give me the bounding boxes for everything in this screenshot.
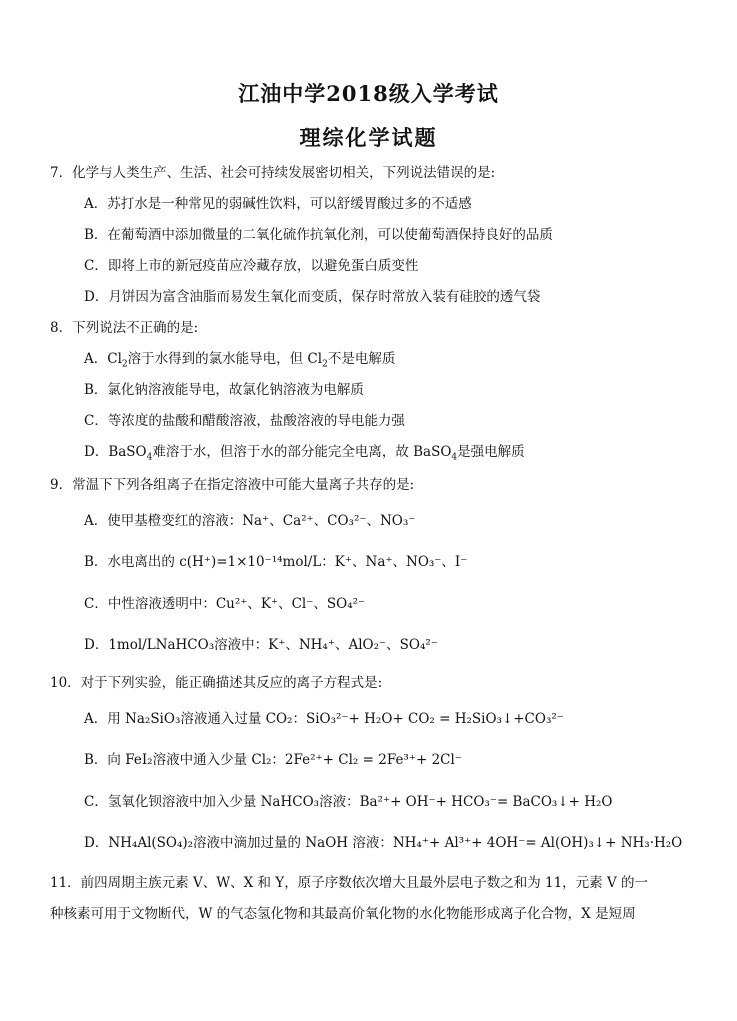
- question-10-option-b: B．向 FeI₂溶液中通入少量 Cl₂：2Fe²⁺+ Cl₂ = 2Fe³⁺+ 2Cl⁻: [84, 752, 462, 768]
- question-8-option-b: B．氯化钠溶液能导电，故氯化钠溶液为电解质: [84, 382, 364, 398]
- question-9-stem: 9．常温下下列各组离子在指定溶液中可能大量离子共存的是:: [50, 477, 415, 493]
- subscript: 4: [451, 452, 458, 463]
- text-run: 难溶于水，但溶于水的部分能完全电离，故 BaSO: [152, 444, 452, 460]
- question-8-stem: 8．下列说法不正确的是:: [50, 320, 199, 336]
- question-10-option-a: A．用 Na₂SiO₃溶液通入过量 CO₂：SiO₃²⁻+ H₂O+ CO₂ = H₂SiO₃↓+CO₃²⁻: [84, 711, 564, 727]
- question-8-option-a: [84, 350, 395, 368]
- question-9-option-b: B．水电离出的 c(H⁺)=1×10⁻¹⁴mol/L：K⁺、Na⁺、NO₃⁻、I⁻: [84, 554, 468, 570]
- question-8-option-d: [84, 443, 525, 461]
- exam-subtitle: 理综化学试题: [299, 125, 438, 150]
- question-7-option-a: A．苏打水是一种常见的弱碱性饮料，可以舒缓胃酸过多的不适感: [84, 196, 472, 212]
- question-9-option-c: C．中性溶液透明中：Cu²⁺、K⁺、Cl⁻、SO₄²⁻: [84, 596, 366, 612]
- question-7-option-b: B．在葡萄酒中添加微量的二氧化硫作抗氧化剂，可以使葡萄酒保持良好的品质: [84, 227, 553, 243]
- question-10-stem: 10．对于下列实验，能正确描述其反应的离子方程式是:: [50, 675, 383, 691]
- question-9-option-a: A．使甲基橙变红的溶液：Na⁺、Ca²⁺、CO₃²⁻、NO₃⁻: [84, 513, 416, 529]
- text-run: 是强电解质: [457, 444, 525, 460]
- question-11-line-2: 种核素可用于文物断代，W 的气态氢化物和其最高价氧化物的水化物能形成离子化合物，X 是短周: [50, 906, 636, 922]
- question-7-stem: 7．化学与人类生产、生活、社会可持续发展密切相关，下列说法错误的是:: [50, 165, 496, 181]
- exam-title: 江油中学2018级入学考试: [238, 81, 499, 106]
- text-run: A．Cl: [84, 351, 122, 367]
- text-run: 溶于水得到的氯水能导电，但 Cl: [127, 351, 323, 367]
- question-8-option-c: C．等浓度的盐酸和醋酸溶液，盐酸溶液的导电能力强: [84, 413, 405, 429]
- question-7-option-c: C．即将上市的新冠疫苗应冷藏存放，以避免蛋白质变性: [84, 258, 419, 274]
- question-11-line-1: 11．前四周期主族元素 V、W、X 和 Y，原子序数依次增大且最外层电子数之和为 11，元素 V 的一: [50, 875, 649, 891]
- question-10-option-d: D．NH₄Al(SO₄)₂溶液中滴加过量的 NaOH 溶液：NH₄⁺+ Al³⁺+ 4OH⁻= Al(OH)₃↓+ NH₃·H₂O: [84, 835, 683, 851]
- question-7-option-d: D．月饼因为富含油脂而易发生氧化而变质，保存时常放入装有硅胶的透气袋: [84, 289, 541, 305]
- text-run: D．BaSO: [84, 444, 147, 460]
- subscript: 2: [121, 359, 128, 370]
- subscript: 2: [322, 359, 328, 370]
- text-run: 不是电解质: [327, 351, 396, 367]
- question-9-option-d: D．1mol/LNaHCO₃溶液中：K⁺、NH₄⁺、AlO₂⁻、SO₄²⁻: [84, 637, 438, 653]
- question-10-option-c: C．氢氧化钡溶液中加入少量 NaHCO₃溶液：Ba²⁺+ OH⁻+ HCO₃⁻= BaCO₃↓+ H₂O: [84, 794, 613, 810]
- subscript: 4: [146, 452, 153, 463]
